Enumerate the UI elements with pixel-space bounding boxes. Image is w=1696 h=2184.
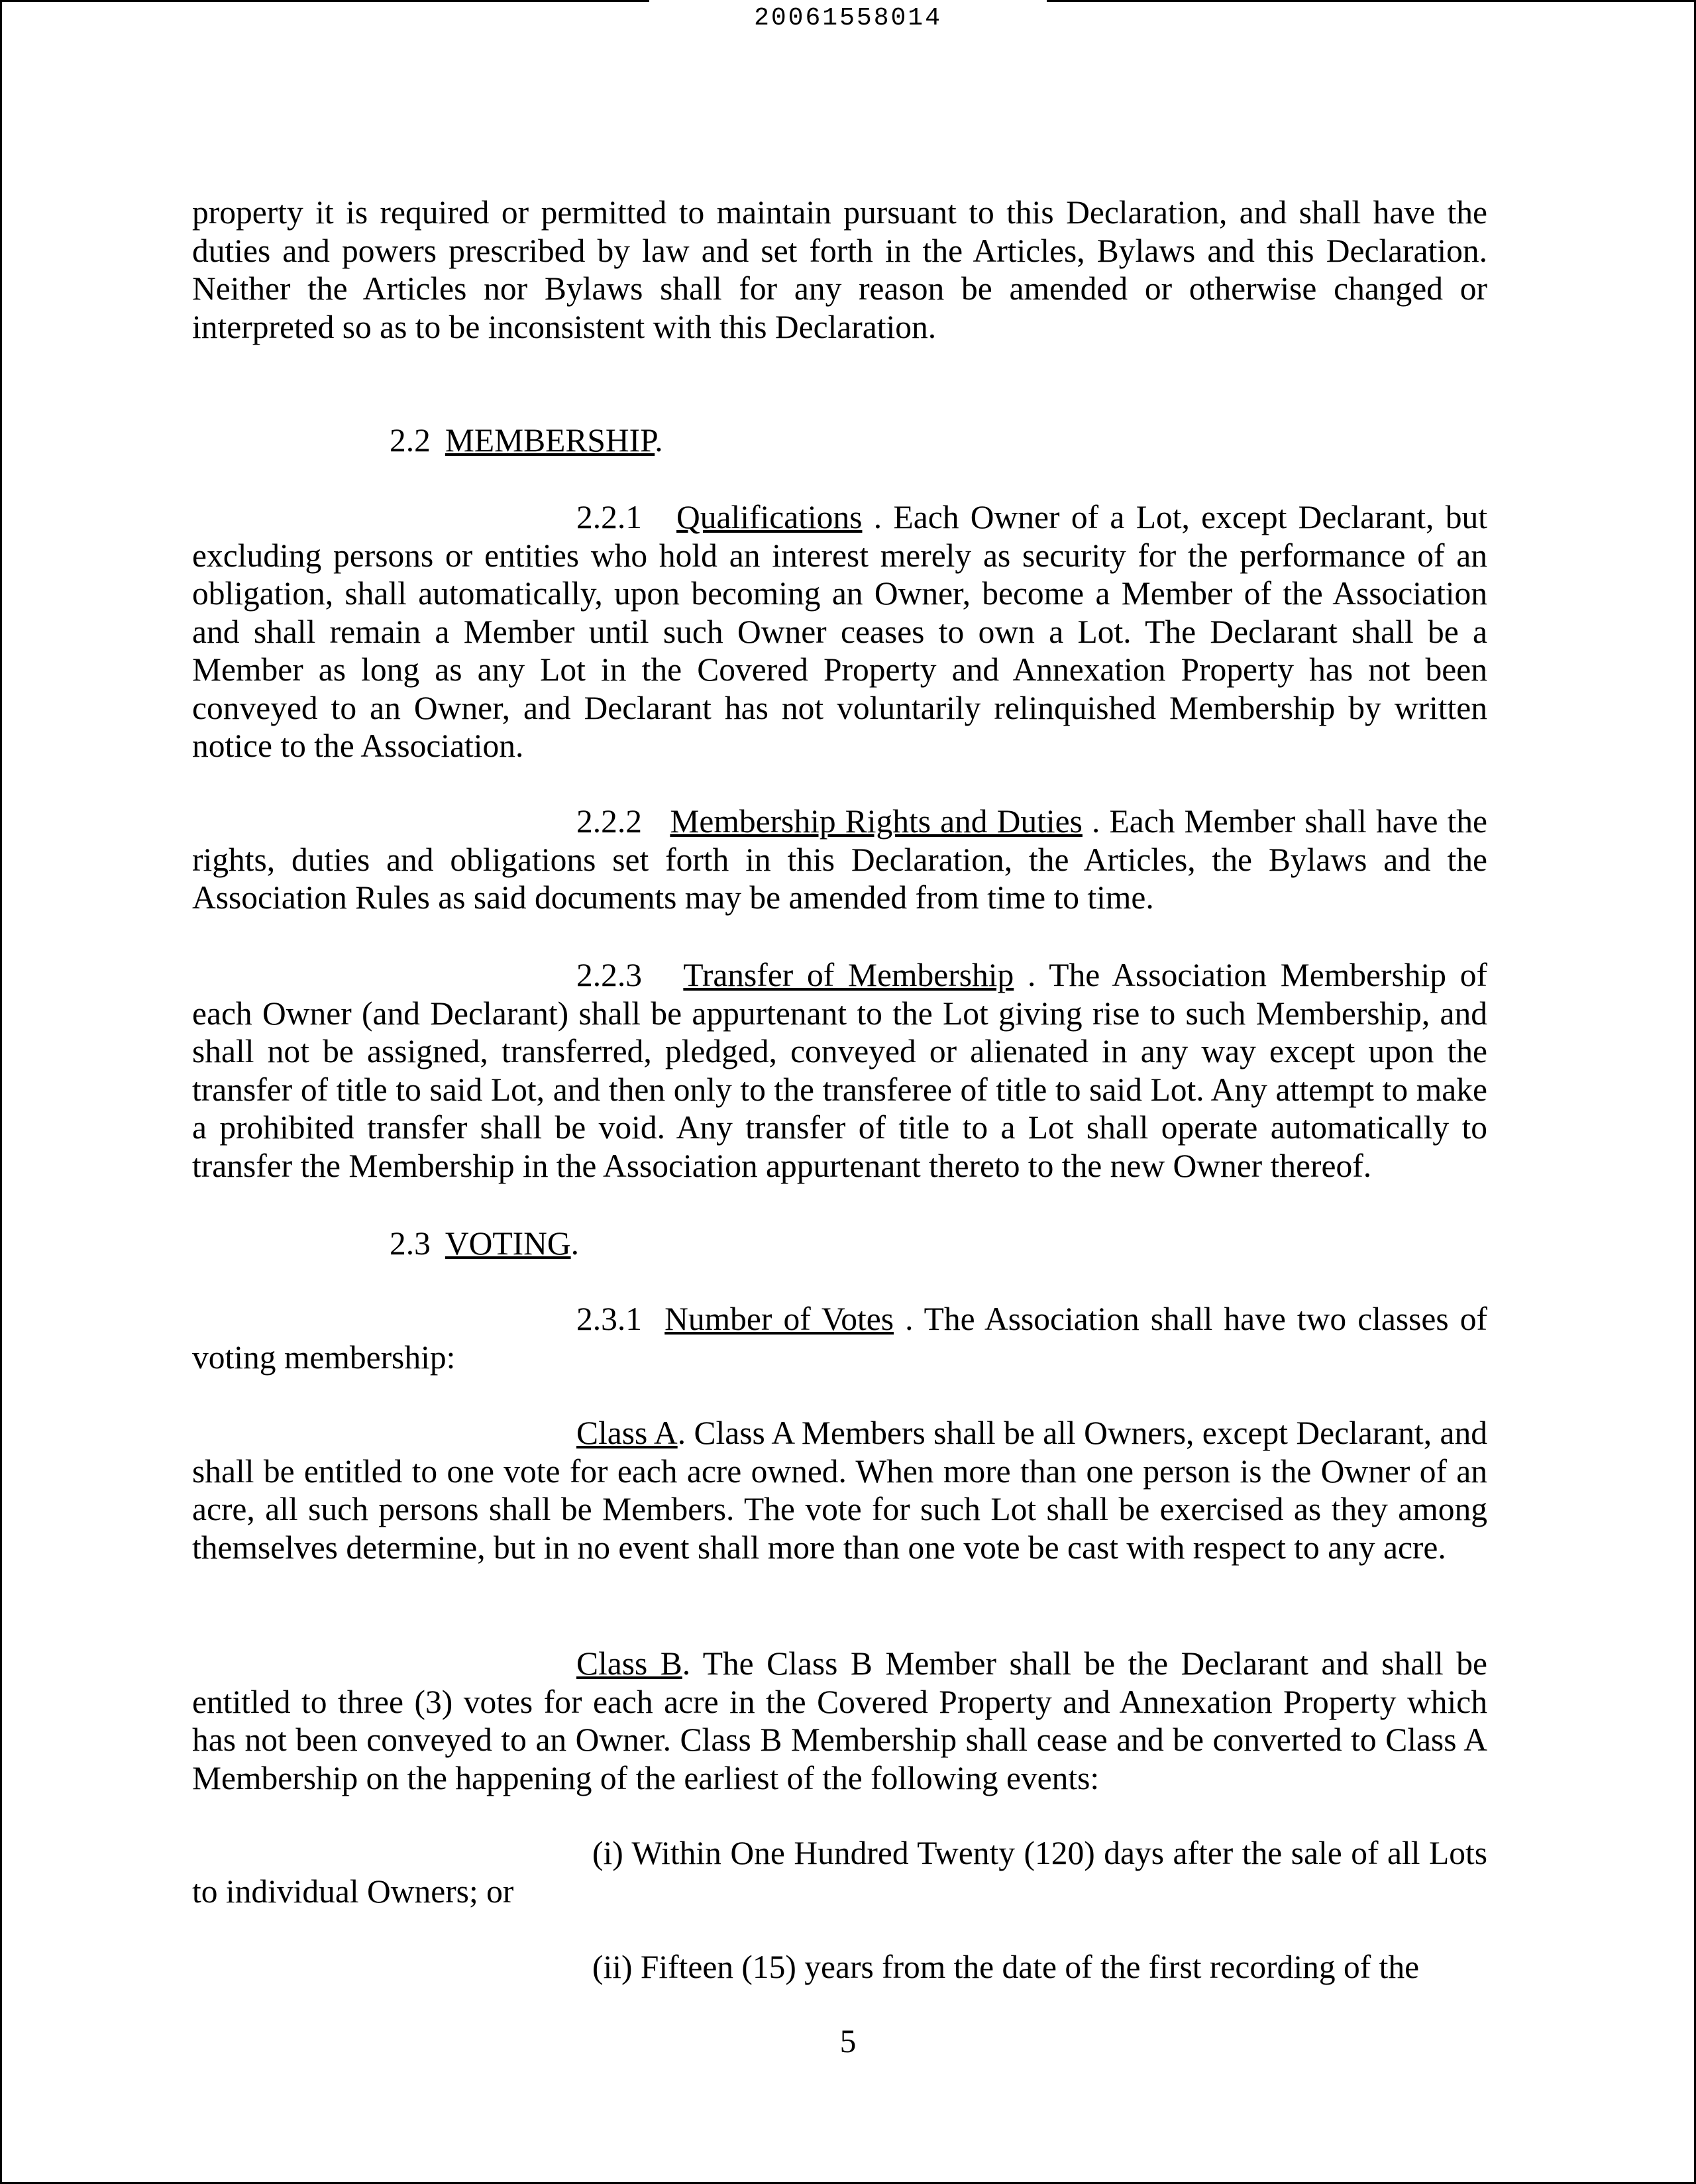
section-heading-membership xyxy=(390,421,663,460)
list-item-ii xyxy=(192,1948,1487,1987)
subsection-body: . Each Member shall have the rights, duties and obligations set forth in this Declaration, the Articles, the Bylaws and the Association Rules as said documents may be amended from time to time. xyxy=(192,803,1487,916)
page-number: 5 xyxy=(839,2023,857,2059)
subsection-body: . Each Owner of a Lot, except Declarant, but excluding persons or entities who hold an interest merely as security for the performance of an obligation, shall automatically, upon becoming an Owner, become a Member of the Association and shall remain a Member until such Owner ceases to own a Lot. The Declarant shall be a Member as long as any Lot in the Covered Property and Annexation Property has not been conveyed to an Owner, and Declarant has not voluntarily relinquished Membership by written notice to the Association. xyxy=(192,499,1488,764)
list-item-i xyxy=(192,1834,1487,1910)
subsection-number: 2.2.1 xyxy=(576,499,642,535)
section-title: MEMBERSHIP xyxy=(445,422,655,459)
list-item-text: (i) Within One Hundred Twenty (120) days after the sale of all Lots to individual Owners; or xyxy=(192,1835,1487,1910)
class-b-body: . The Class B Member shall be the Declarant and shall be entitled to three (3) votes for each acre in the Covered Property and Annexation Property which has not been conveyed to an Owner. Class B Membership shall cease and be converted to Class A Membership on the happening of the earliest of the following events: xyxy=(192,1645,1487,1796)
class-a-body: . Class A Members shall be all Owners, except Declarant, and shall be entitled to one vote for each acre owned. When more than one person is the Owner of an acre, all such persons shall be Members. The vote for such Lot shall be exercised as they among themselves determine, but in no event shall more than one vote be cast with respect to any acre. xyxy=(192,1415,1487,1566)
intro-text: property it is required or permitted to maintain pursuant to this Declaration, and shall have the duties and powers prescribed by law and set forth in the Articles, Bylaws and this Declaration. Neither the Articles nor Bylaws shall for any reason be amended or otherwise changed or interpreted so as to be inconsistent with this Declaration. xyxy=(192,194,1487,345)
page-border-top-right xyxy=(1047,0,1696,2)
subsection-title: Membership Rights and Duties xyxy=(670,803,1083,840)
section-number: 2.3 xyxy=(390,1225,431,1262)
subsection-title: Number of Votes xyxy=(664,1301,894,1337)
subsection-transfer-membership xyxy=(192,956,1487,1185)
intro-paragraph xyxy=(192,193,1487,346)
subsection-qualifications xyxy=(192,498,1487,765)
page-border-top-left xyxy=(0,0,649,2)
class-a-paragraph xyxy=(192,1414,1487,1566)
section-heading-voting xyxy=(390,1225,579,1263)
subsection-title: Transfer of Membership xyxy=(683,957,1014,993)
class-a-title: Class A xyxy=(576,1415,678,1451)
subsection-body: . The Association Membership of each Owner (and Declarant) shall be appurtenant to the Lot giving rise to such Membership, and shall not be assigned, transferred, pledged, conveyed or alienated in any way except upon the transfer of title to said Lot, and then only to the transferee of title to said Lot. Any attempt to make a prohibited transfer shall be void. Any transfer of title to a Lot shall operate automatically to transfer the Membership in the Association appurtenant thereto to the new Owner thereof. xyxy=(192,957,1488,1184)
subsection-number: 2.2.3 xyxy=(576,957,642,993)
document-number: 20061558014 xyxy=(754,4,942,32)
subsection-title: Qualifications xyxy=(676,499,863,535)
subsection-number-of-votes xyxy=(192,1300,1487,1376)
subsection-body: . The Association shall have two classes of voting membership: xyxy=(192,1301,1487,1376)
section-punct: . xyxy=(655,422,663,459)
subsection-number: 2.2.2 xyxy=(576,803,642,840)
section-title: VOTING xyxy=(445,1225,571,1262)
list-item-text: (ii) Fifteen (15) years from the date of the first recording of the xyxy=(592,1949,1420,1985)
subsection-membership-rights xyxy=(192,802,1487,917)
class-b-paragraph xyxy=(192,1645,1487,1797)
class-b-title: Class B xyxy=(576,1645,682,1682)
subsection-number: 2.3.1 xyxy=(576,1301,642,1337)
section-punct: . xyxy=(570,1225,579,1262)
page-border-left xyxy=(0,0,2,2184)
section-number: 2.2 xyxy=(390,422,431,459)
